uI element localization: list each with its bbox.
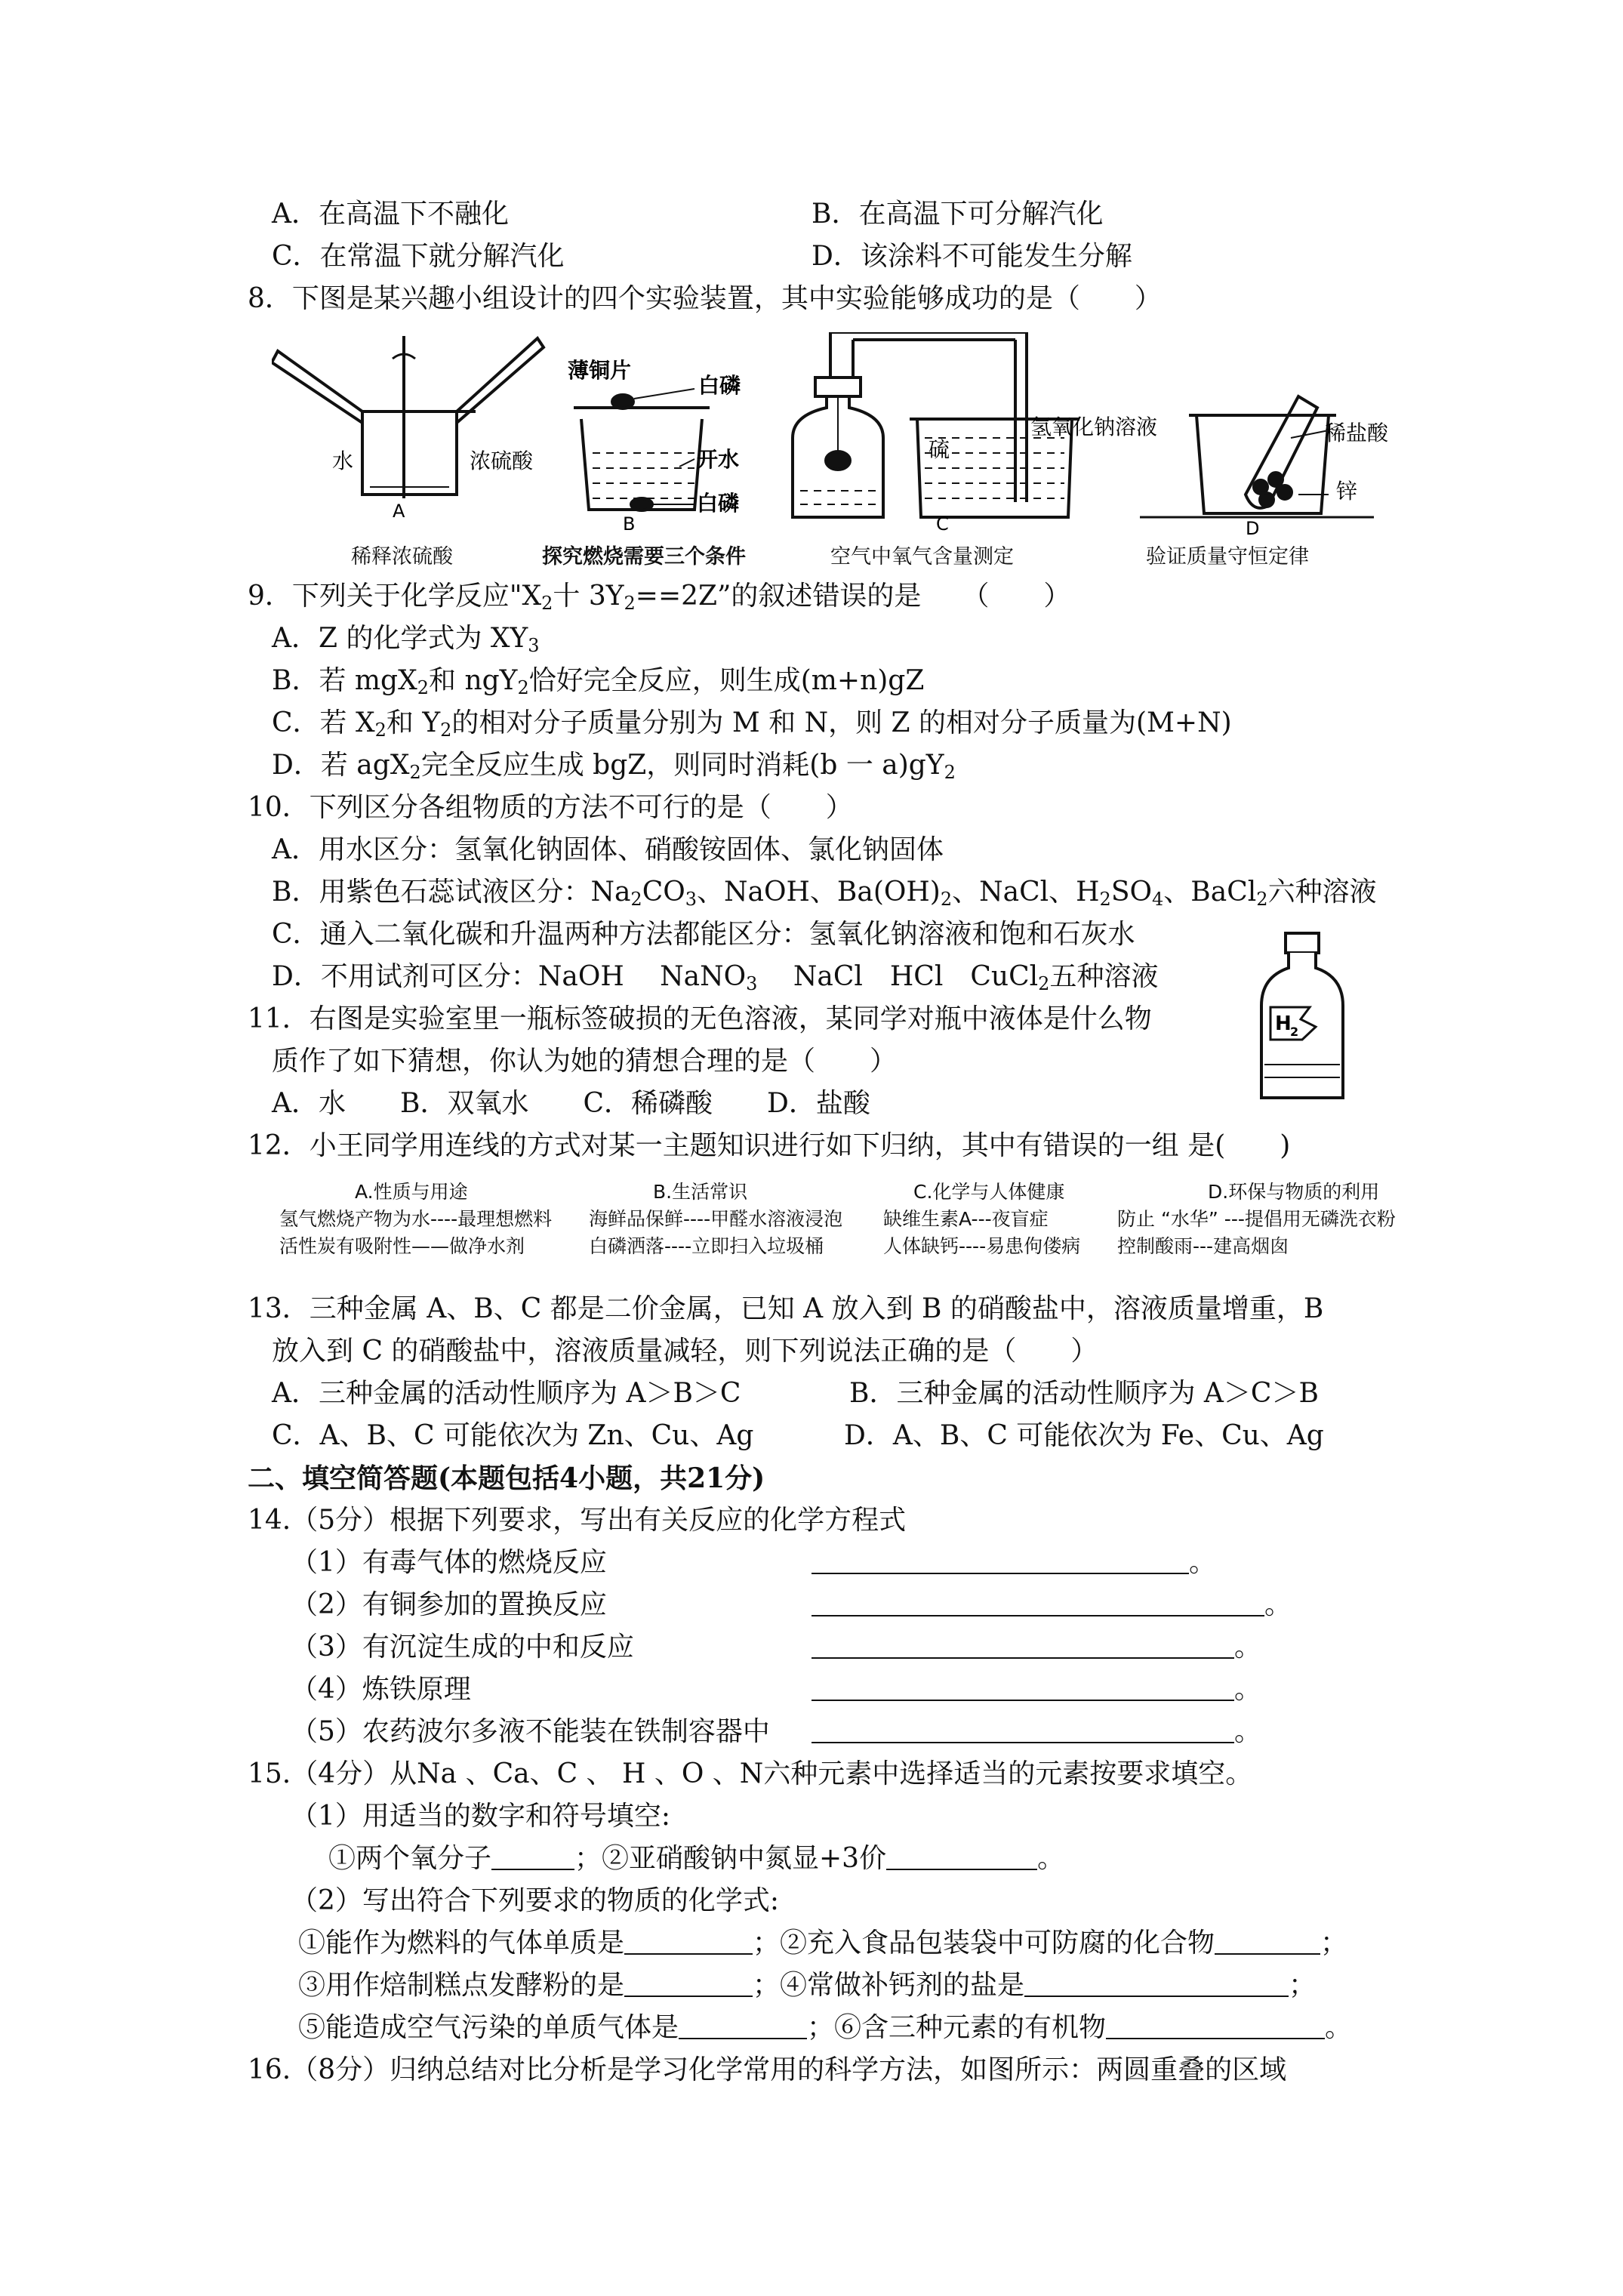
q15-part2-row2: ③用作焙制糕点发酵粉的是 ；④常做补钙剂的盐是 ； bbox=[298, 1970, 1317, 2001]
q14-answer-1: 。 bbox=[812, 1546, 1216, 1579]
answer-blank[interactable] bbox=[491, 1846, 574, 1870]
q13-option-b: B．三种金属的活动性顺序为 A＞C＞B bbox=[849, 1378, 1319, 1409]
q14-answer-3: 。 bbox=[812, 1631, 1261, 1664]
q16-line1: 16.（8分）归纳总结对比分析是学习化学常用的科学方法，如图所示：两圆重叠的区域 bbox=[248, 2054, 1287, 2085]
q8-stem: 8．下图是某兴趣小组设计的四个实验装置，其中实验能够成功的是（ ） bbox=[248, 283, 1162, 314]
q15-part2-row3: ⑤能造成空气污染的单质气体是 ；⑥含三种元素的有机物 。 bbox=[298, 2012, 1353, 2043]
q9-option-b: B．若 mgX$_2$和 ngY$_2$恰好完全反应，则生成(m+n)gZ bbox=[272, 665, 925, 698]
fig-b-p-top-label: 白磷 bbox=[698, 373, 741, 398]
q14-item-5: （5）农药波尔多液不能装在铁制容器中 bbox=[291, 1716, 770, 1747]
answer-blank[interactable] bbox=[886, 1846, 1037, 1870]
answer-blank[interactable] bbox=[1215, 1931, 1320, 1955]
q7-option-c: C．在常温下就分解汽化 bbox=[272, 241, 565, 272]
fig-d-letter: D bbox=[1246, 518, 1260, 536]
fig-a-water-label: 水 bbox=[332, 448, 354, 473]
q9-stem: 9．下列关于化学反应"$X_2$十 $3Y_2==2Z$”的叙述错误的是 （ ） bbox=[248, 581, 1071, 614]
q12-b-line2: 白磷洒落----立即扫入垃圾桶 bbox=[589, 1235, 824, 1257]
q15-part1-row: ①两个氧分子 ；②亚硝酸钠中氮显+3价 。 bbox=[328, 1843, 1065, 1874]
answer-blank[interactable] bbox=[812, 1592, 1264, 1616]
q11-options: A．水 B．双氧水 C．稀磷酸 D．盐酸 bbox=[272, 1088, 870, 1119]
q15-part2: （2）写出符合下列要求的物质的化学式: bbox=[291, 1885, 780, 1916]
q13-option-c: C．A、B、C 可能依次为 Zn、Cu、Ag bbox=[272, 1420, 754, 1451]
q12-c-line1: 缺维生素A---夜盲症 bbox=[883, 1208, 1049, 1230]
bottle-label-text: H bbox=[1275, 1012, 1292, 1035]
q10-option-a: A．用水区分：氢氧化钠固体、硝酸铵固体、氯化钠固体 bbox=[272, 834, 944, 865]
q14-answer-4: 。 bbox=[812, 1673, 1261, 1706]
q13-option-a: A．三种金属的活动性顺序为 A＞B＞C bbox=[272, 1378, 741, 1409]
q14-item-2: （2）有铜参加的置换反应 bbox=[291, 1589, 607, 1620]
q12-c-line2: 人体缺钙----易患佝偻病 bbox=[883, 1235, 1081, 1257]
q14-stem: 14.（5分）根据下列要求，写出有关反应的化学方程式 bbox=[248, 1505, 907, 1536]
q12-a-line2: 活性炭有吸附性——做净水剂 bbox=[279, 1235, 525, 1257]
fig-d-hcl-label: 稀盐酸 bbox=[1325, 421, 1389, 445]
q12-b-title: B.生活常识 bbox=[653, 1181, 748, 1203]
q15-part2-row1: ①能作为燃料的气体单质是 ；②充入食品包装袋中可防腐的化合物 ； bbox=[298, 1928, 1348, 1959]
q14-answer-5: 。 bbox=[812, 1715, 1261, 1749]
answer-blank[interactable] bbox=[1106, 2015, 1325, 2039]
q12-stem: 12．小王同学用连线的方式对某一主题知识进行如下归纳，其中有错误的一组 是( ) bbox=[248, 1130, 1291, 1161]
answer-blank[interactable] bbox=[812, 1677, 1234, 1701]
q7-option-d: D．该涂料不可能发生分解 bbox=[812, 241, 1132, 272]
figure-a-dilution bbox=[272, 336, 544, 498]
section-2-heading: 二、填空简答题(本题包括4小题，共21分) bbox=[248, 1462, 765, 1494]
figure-b-combustion bbox=[574, 389, 710, 510]
q13-line2: 放入到 C 的硝酸盐中，溶液质量减轻，则下列说法正确的是（ ） bbox=[272, 1336, 1098, 1367]
q11-line1: 11．右图是实验室里一瓶标签破损的无色溶液，某同学对瓶中液体是什么物 bbox=[248, 1003, 1152, 1034]
answer-blank[interactable] bbox=[624, 1973, 753, 1997]
fig-a-acid-label: 浓硫酸 bbox=[470, 448, 534, 473]
answer-blank[interactable] bbox=[812, 1635, 1234, 1659]
fig-a-caption: 稀释浓硫酸 bbox=[351, 545, 453, 569]
q7-option-b: B．在高温下可分解汽化 bbox=[812, 199, 1104, 230]
fig-c-caption: 空气中氧气含量测定 bbox=[830, 545, 1014, 569]
bottle-label-sub: 2 bbox=[1290, 1025, 1299, 1039]
fig-d-caption: 验证质量守恒定律 bbox=[1146, 545, 1309, 569]
answer-blank[interactable] bbox=[679, 2015, 807, 2039]
fig-b-copper-label: 薄铜片 bbox=[568, 358, 632, 383]
q12-c-title: C.化学与人体健康 bbox=[913, 1181, 1065, 1203]
q10-option-b: B．用紫色石蕊试液区分：$Na_2CO_3$、NaOH、$Ba(OH)_2$、NaCl、$H_2SO_4$、BaCl$_2$六种溶液 bbox=[272, 877, 1377, 910]
q14-item-1: （1）有毒气体的燃烧反应 bbox=[291, 1547, 607, 1578]
q12-d-line1: 防止 “水华” ---提倡用无磷洗衣粉 bbox=[1117, 1208, 1396, 1230]
q12-d-line2: 控制酸雨---建高烟囱 bbox=[1117, 1235, 1289, 1257]
q12-a-title: A.性质与用途 bbox=[355, 1181, 468, 1203]
fig-b-caption: 探究燃烧需要三个条件 bbox=[542, 545, 746, 569]
q13-line1: 13．三种金属 A、B、C 都是二价金属，已知 A 放入到 B 的硝酸盐中，溶液质量增重，B bbox=[248, 1293, 1324, 1324]
q10-stem: 10．下列区分各组物质的方法不可行的是（ ） bbox=[248, 792, 853, 823]
fig-c-naoh-label: 氢氧化钠溶液 bbox=[1030, 415, 1158, 439]
q9-option-d: D．若 agX$_2$完全反应生成 bgZ，则同时消耗(b 一 $a)gY_2$ bbox=[272, 750, 956, 783]
q11-line2: 质作了如下猜想，你认为她的猜想合理的是（ ） bbox=[272, 1046, 898, 1077]
q13-option-d: D．A、B、C 可能依次为 Fe、Cu、Ag bbox=[844, 1420, 1324, 1451]
answer-blank[interactable] bbox=[812, 1719, 1234, 1743]
fig-b-letter: B bbox=[623, 513, 636, 535]
fig-c-sulfur-label: 硫 bbox=[929, 437, 950, 462]
q12-b-line1: 海鲜品保鲜----甲醛水溶液浸泡 bbox=[589, 1208, 843, 1230]
q12-d-title: D.环保与物质的利用 bbox=[1208, 1181, 1380, 1203]
q7-option-a: A．在高温下不融化 bbox=[272, 199, 509, 230]
q14-item-3: （3）有沉淀生成的中和反应 bbox=[291, 1632, 634, 1663]
q10-option-d: D．不用试剂可区分：NaOH NaNO$_3$ NaCl HCl CuCl$_2$五种溶液 bbox=[272, 961, 1159, 994]
q15-part1: （1）用适当的数字和符号填空: bbox=[291, 1801, 671, 1832]
reagent-bottle-figure bbox=[1257, 930, 1347, 1104]
fig-a-letter: A bbox=[393, 501, 405, 522]
fig-c-letter: C bbox=[936, 513, 949, 535]
fig-b-p-bottom-label: 白磷 bbox=[697, 491, 740, 516]
answer-blank[interactable] bbox=[1024, 1973, 1289, 1997]
answer-blank[interactable] bbox=[624, 1931, 753, 1955]
q9-option-c: C．若 $X_2$和 $Y_2$的相对分子质量分别为 M 和 N，则 Z 的相对分子质量为(M+N) bbox=[272, 707, 1232, 741]
q8-apparatus-figure bbox=[272, 332, 1427, 536]
q12-a-line1: 氢气燃烧产物为水----最理想燃料 bbox=[279, 1208, 553, 1230]
fig-d-zinc-label: 锌 bbox=[1336, 479, 1358, 504]
answer-blank[interactable] bbox=[812, 1550, 1189, 1574]
q14-answer-2: 。 bbox=[812, 1589, 1292, 1622]
q14-item-4: （4）炼铁原理 bbox=[291, 1674, 471, 1705]
fig-b-hot-water-label: 开水 bbox=[697, 447, 740, 472]
q9-option-a: A．Z 的化学式为 $XY_3$ bbox=[272, 623, 540, 656]
q10-option-c: C．通入二氧化碳和升温两种方法都能区分：氢氧化钠溶液和饱和石灰水 bbox=[272, 919, 1135, 950]
q15-stem: 15.（4分）从Na 、Ca、C 、 H 、O 、N六种元素中选择适当的元素按要求填空。 bbox=[248, 1758, 1253, 1789]
